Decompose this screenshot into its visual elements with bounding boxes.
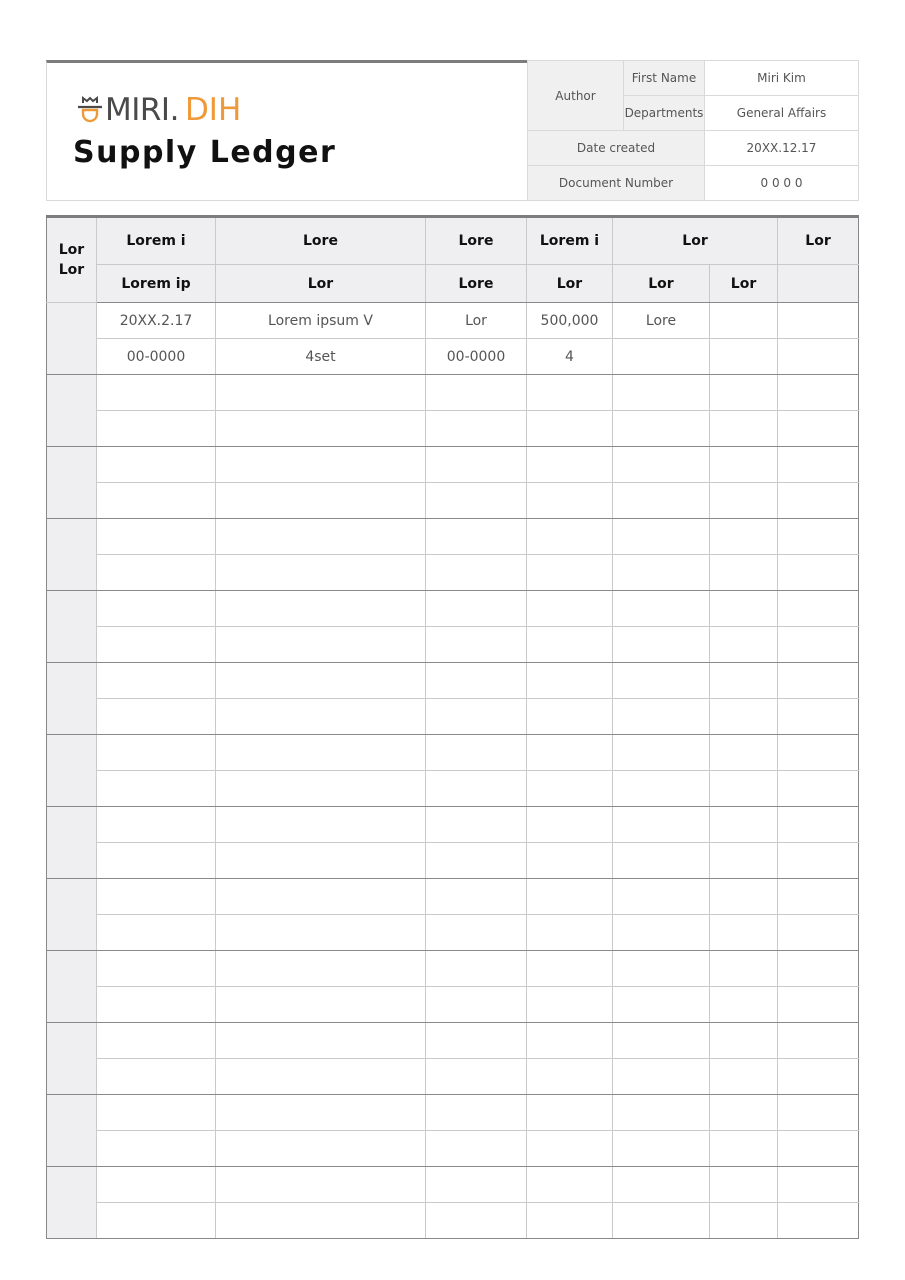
column-header: Lor (778, 217, 859, 265)
table-cell[interactable] (426, 951, 527, 987)
table-cell[interactable] (527, 1167, 613, 1203)
table-cell[interactable] (527, 735, 613, 771)
table-cell[interactable] (527, 771, 613, 807)
table-cell[interactable] (613, 411, 710, 447)
table-cell[interactable] (710, 879, 778, 915)
table-cell[interactable] (778, 339, 859, 375)
table-cell[interactable] (97, 879, 216, 915)
row-group-label-cell[interactable] (47, 951, 97, 1023)
table-cell[interactable] (216, 519, 426, 555)
row-group-label-cell[interactable] (47, 1167, 97, 1239)
column-header: Lor (613, 217, 778, 265)
table-cell[interactable] (778, 303, 859, 339)
row-group-label-cell[interactable] (47, 447, 97, 519)
table-cell[interactable] (613, 447, 710, 483)
table-cell[interactable] (613, 699, 710, 735)
table-row (47, 375, 859, 411)
table-cell[interactable] (527, 519, 613, 555)
table-cell[interactable] (527, 411, 613, 447)
row-group-label-cell[interactable] (47, 303, 97, 375)
row-group-label-cell[interactable] (47, 591, 97, 663)
table-cell[interactable] (216, 699, 426, 735)
table-cell[interactable] (710, 843, 778, 879)
table-row (47, 1095, 859, 1131)
table-cell[interactable] (216, 447, 426, 483)
table-cell[interactable] (216, 1095, 426, 1131)
table-cell[interactable] (613, 1059, 710, 1095)
table-row (47, 627, 859, 663)
table-row (47, 915, 859, 951)
table-cell[interactable] (97, 987, 216, 1023)
table-cell[interactable] (527, 591, 613, 627)
table-cell[interactable] (710, 1023, 778, 1059)
supply-ledger-table (46, 215, 859, 1239)
table-cell[interactable] (97, 1059, 216, 1095)
table-row (47, 555, 859, 591)
table-cell[interactable] (778, 987, 859, 1023)
table-cell[interactable] (216, 1059, 426, 1095)
table-cell[interactable] (527, 987, 613, 1023)
table-cell[interactable] (97, 483, 216, 519)
table-cell[interactable]: Lorem ipsum V (216, 303, 426, 339)
table-cell[interactable] (778, 1059, 859, 1095)
table-cell[interactable] (216, 411, 426, 447)
table-cell[interactable] (527, 627, 613, 663)
table-cell[interactable] (527, 843, 613, 879)
table-cell[interactable] (613, 519, 710, 555)
table-cell[interactable]: 20XX.2.17 (97, 303, 216, 339)
table-cell[interactable] (527, 1023, 613, 1059)
table-cell[interactable] (97, 663, 216, 699)
table-cell[interactable] (97, 411, 216, 447)
column-header: Lore (216, 217, 426, 265)
table-cell[interactable] (216, 555, 426, 591)
table-cell[interactable] (613, 807, 710, 843)
table-cell[interactable] (426, 447, 527, 483)
table-cell[interactable] (710, 1095, 778, 1131)
table-cell[interactable] (613, 843, 710, 879)
table-cell[interactable] (527, 915, 613, 951)
table-cell[interactable] (710, 411, 778, 447)
table-cell[interactable] (426, 699, 527, 735)
table-row (47, 663, 859, 699)
table-cell[interactable] (527, 483, 613, 519)
table-cell[interactable] (216, 951, 426, 987)
table-cell[interactable]: 00-0000 (426, 339, 527, 375)
column-subheader: Lore (426, 265, 527, 303)
table-cell[interactable] (710, 1059, 778, 1095)
table-cell[interactable] (97, 699, 216, 735)
table-cell[interactable] (778, 699, 859, 735)
table-row (47, 1167, 859, 1203)
table-cell[interactable] (613, 879, 710, 915)
table-cell[interactable] (527, 807, 613, 843)
table-cell[interactable] (613, 339, 710, 375)
table-cell[interactable] (527, 1203, 613, 1239)
table-cell[interactable] (426, 735, 527, 771)
column-subheader: Lor (710, 265, 778, 303)
table-cell[interactable] (613, 1203, 710, 1239)
table-cell[interactable] (710, 915, 778, 951)
table-cell[interactable] (97, 591, 216, 627)
table-cell[interactable] (426, 555, 527, 591)
table-cell[interactable] (97, 735, 216, 771)
table-cell[interactable] (527, 699, 613, 735)
document-title: Supply Ledger (73, 135, 337, 170)
table-cell[interactable] (527, 663, 613, 699)
table-cell[interactable] (426, 483, 527, 519)
table-cell[interactable] (426, 987, 527, 1023)
table-row (47, 1203, 859, 1239)
table-cell[interactable] (97, 519, 216, 555)
table-cell[interactable] (426, 1167, 527, 1203)
table-cell[interactable] (778, 915, 859, 951)
table-cell[interactable] (527, 1095, 613, 1131)
table-cell[interactable] (613, 1167, 710, 1203)
table-cell[interactable] (613, 1095, 710, 1131)
table-cell[interactable] (710, 627, 778, 663)
table-cell[interactable] (613, 555, 710, 591)
table-cell[interactable]: Lore (613, 303, 710, 339)
row-group-label-cell[interactable] (47, 807, 97, 879)
table-cell[interactable] (527, 879, 613, 915)
table-cell[interactable] (426, 627, 527, 663)
table-cell[interactable] (710, 771, 778, 807)
table-cell[interactable]: Lor (426, 303, 527, 339)
table-cell[interactable] (216, 375, 426, 411)
row-group-label-cell[interactable] (47, 519, 97, 591)
table-cell[interactable] (97, 951, 216, 987)
table-cell[interactable]: 4set (216, 339, 426, 375)
table-cell[interactable] (778, 1203, 859, 1239)
table-cell[interactable] (216, 843, 426, 879)
table-cell[interactable] (426, 843, 527, 879)
brand-logo (77, 93, 241, 127)
table-cell[interactable] (613, 771, 710, 807)
table-cell[interactable] (778, 663, 859, 699)
table-row (47, 987, 859, 1023)
first-name-label: First Name (624, 61, 705, 96)
table-cell[interactable] (710, 339, 778, 375)
table-cell[interactable] (710, 447, 778, 483)
table-cell[interactable] (778, 1095, 859, 1131)
table-cell[interactable] (710, 987, 778, 1023)
table-cell[interactable] (97, 1167, 216, 1203)
table-cell[interactable] (426, 879, 527, 915)
logo-text-miri: MIRI. (105, 92, 179, 128)
table-cell[interactable] (710, 519, 778, 555)
row-group-label-cell[interactable] (47, 1023, 97, 1095)
table-cell[interactable] (97, 1023, 216, 1059)
table-cell[interactable] (426, 663, 527, 699)
table-cell[interactable] (778, 807, 859, 843)
table-cell[interactable] (426, 591, 527, 627)
table-row (47, 1131, 859, 1167)
table-cell[interactable] (778, 411, 859, 447)
table-cell[interactable] (710, 663, 778, 699)
table-cell[interactable] (216, 771, 426, 807)
table-cell[interactable] (216, 807, 426, 843)
table-cell[interactable] (216, 591, 426, 627)
table-row (47, 951, 859, 987)
table-cell[interactable] (426, 1203, 527, 1239)
table-cell[interactable] (426, 375, 527, 411)
table-cell[interactable] (710, 303, 778, 339)
column-subheader: Lorem ip (97, 265, 216, 303)
table-cell[interactable] (710, 1131, 778, 1167)
table-cell[interactable] (527, 555, 613, 591)
table-cell[interactable] (216, 483, 426, 519)
table-cell[interactable] (778, 591, 859, 627)
table-row (47, 879, 859, 915)
table-cell[interactable] (216, 1131, 426, 1167)
row-group-label-cell[interactable] (47, 663, 97, 735)
table-cell[interactable] (97, 807, 216, 843)
date-created-label: Date created (528, 131, 705, 166)
column-subheader: Lor (613, 265, 710, 303)
table-cell[interactable] (778, 771, 859, 807)
table-cell[interactable] (426, 915, 527, 951)
table-row (47, 771, 859, 807)
table-cell[interactable] (97, 1131, 216, 1167)
table-cell[interactable] (216, 915, 426, 951)
table-cell[interactable] (613, 951, 710, 987)
table-cell[interactable] (216, 663, 426, 699)
table-cell[interactable] (97, 1095, 216, 1131)
table-cell[interactable] (97, 627, 216, 663)
column-header: Lore (426, 217, 527, 265)
table-cell[interactable] (613, 663, 710, 699)
table-cell[interactable] (97, 1203, 216, 1239)
row-group-label-cell[interactable] (47, 375, 97, 447)
departments-label: Departments (624, 96, 705, 131)
table-cell[interactable] (426, 1059, 527, 1095)
column-subheader: Lor (216, 265, 426, 303)
table-cell[interactable] (710, 591, 778, 627)
table-row (47, 447, 859, 483)
table-cell[interactable] (426, 771, 527, 807)
table-cell[interactable] (710, 1167, 778, 1203)
table-cell[interactable] (778, 843, 859, 879)
table-cell[interactable]: 00-0000 (97, 339, 216, 375)
table-row (47, 735, 859, 771)
table-cell[interactable] (710, 483, 778, 519)
table-row (47, 411, 859, 447)
table-cell[interactable] (710, 1203, 778, 1239)
date-created-value[interactable]: 20XX.12.17 (705, 131, 859, 166)
table-cell[interactable] (613, 1131, 710, 1167)
table-cell[interactable] (710, 555, 778, 591)
author-label: Author (528, 61, 624, 131)
table-cell[interactable] (216, 735, 426, 771)
departments-value[interactable]: General Affairs (705, 96, 859, 131)
table-cell[interactable] (97, 843, 216, 879)
table-cell[interactable] (97, 447, 216, 483)
table-cell[interactable] (426, 1095, 527, 1131)
table-row (47, 807, 859, 843)
table-cell[interactable] (216, 627, 426, 663)
table-row (47, 519, 859, 555)
logo-text-dih: DIH (184, 92, 242, 128)
table-row (47, 843, 859, 879)
table-cell[interactable]: 4 (527, 339, 613, 375)
table-cell[interactable] (97, 915, 216, 951)
table-cell[interactable] (613, 915, 710, 951)
table-cell[interactable] (613, 1023, 710, 1059)
table-cell[interactable] (613, 627, 710, 663)
table-cell[interactable] (778, 951, 859, 987)
table-cell[interactable] (613, 483, 710, 519)
table-cell[interactable] (216, 1023, 426, 1059)
table-cell[interactable] (527, 375, 613, 411)
table-cell[interactable] (710, 375, 778, 411)
table-row (47, 591, 859, 627)
table-row (47, 483, 859, 519)
table-cell[interactable] (426, 411, 527, 447)
table-cell[interactable] (778, 483, 859, 519)
table-cell[interactable] (710, 807, 778, 843)
table-row (47, 1023, 859, 1059)
table-cell[interactable] (778, 1023, 859, 1059)
row-group-label-cell[interactable] (47, 879, 97, 951)
table-cell[interactable] (216, 879, 426, 915)
table-cell[interactable] (613, 735, 710, 771)
column-subheader: Lor (527, 265, 613, 303)
table-cell[interactable] (426, 519, 527, 555)
table-cell[interactable] (778, 1167, 859, 1203)
table-cell[interactable] (97, 375, 216, 411)
table-cell[interactable] (778, 375, 859, 411)
table-cell[interactable] (527, 951, 613, 987)
table-cell[interactable] (426, 807, 527, 843)
table-cell[interactable] (216, 1203, 426, 1239)
table-cell[interactable] (426, 1131, 527, 1167)
table-cell[interactable] (613, 987, 710, 1023)
table-row (47, 303, 859, 339)
table-cell[interactable] (710, 735, 778, 771)
table-cell[interactable] (527, 1059, 613, 1095)
table-cell[interactable] (710, 699, 778, 735)
first-name-value[interactable]: Miri Kim (705, 61, 859, 96)
table-row (47, 339, 859, 375)
table-cell[interactable] (613, 591, 710, 627)
document-header (46, 60, 858, 201)
column-subheader (778, 265, 859, 303)
hat-logo-icon (77, 95, 103, 125)
table-cell[interactable] (778, 519, 859, 555)
document-number-label: Document Number (528, 166, 705, 201)
table-cell[interactable] (778, 1131, 859, 1167)
table-cell[interactable] (778, 627, 859, 663)
table-cell[interactable] (778, 735, 859, 771)
document-meta-table (527, 60, 859, 201)
column-header: Lorem i (527, 217, 613, 265)
table-cell[interactable] (216, 1167, 426, 1203)
table-cell[interactable] (527, 447, 613, 483)
table-cell[interactable] (97, 555, 216, 591)
document-number-value[interactable]: 0 0 0 0 (705, 166, 859, 201)
table-cell[interactable] (97, 771, 216, 807)
row-header-label: Lor Lor (47, 217, 97, 303)
table-cell[interactable]: 500,000 (527, 303, 613, 339)
row-group-label-cell[interactable] (47, 1095, 97, 1167)
table-row (47, 1059, 859, 1095)
table-cell[interactable] (426, 1023, 527, 1059)
table-cell[interactable] (710, 951, 778, 987)
table-cell[interactable] (613, 375, 710, 411)
row-group-label-cell[interactable] (47, 735, 97, 807)
table-cell[interactable] (527, 1131, 613, 1167)
table-cell[interactable] (778, 555, 859, 591)
table-cell[interactable] (778, 879, 859, 915)
table-row (47, 699, 859, 735)
column-header: Lorem i (97, 217, 216, 265)
table-cell[interactable] (778, 447, 859, 483)
table-cell[interactable] (216, 987, 426, 1023)
